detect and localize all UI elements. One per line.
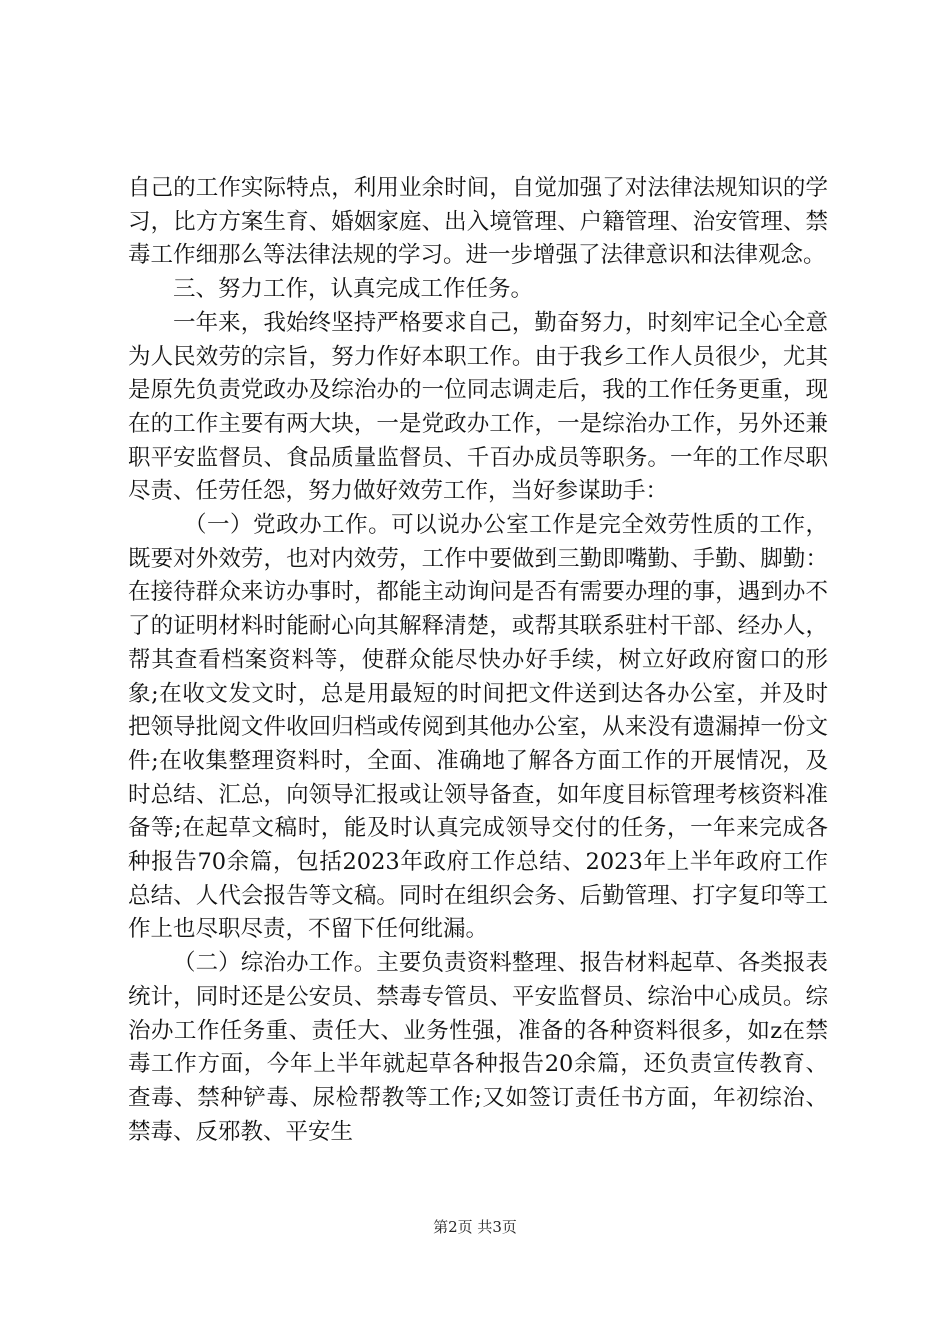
subsection-comprehensive-office: （二）综治办工作。主要负责资料整理、报告材料起草、各类报表统计，同时还是公安员、禁毒专管员、平安监督员、综治中心成员。综治办工作任务重、责任大、业务性强，准备的各种资料很多，如z在禁毒工作方面，今年上半年就起草各种报告20余篇，还负责宣传教育、查毒、禁种铲毒、尿检帮教等工作;又如签订责任书方面，年初综治、禁毒、反邪教、平安生 [128,950,828,1145]
paragraph-1: 自己的工作实际特点，利用业余时间，自觉加强了对法律法规知识的学习，比方方案生育、婚姻家庭、出入境管理、户籍管理、治安管理、禁毒工作细那么等法律法规的学习。进一步增强了法律意识和法律观念。 [128,175,828,269]
section-heading-3: 三、努力工作，认真完成工作任务。 [173,276,534,303]
paragraph-2: 一年来，我始终坚持严格要求自己，勤奋努力，时刻牢记全心全意为人民效劳的宗旨，努力作好本职工作。由于我乡工作人员很少，尤其是原先负责党政办及综治办的一位同志调走后，我的工作任务更重，现在的工作主要有两大块，一是党政办工作，一是综治办工作，另外还兼职平安监督员、食品质量监督员、千百办成员等职务。一年的工作尽职尽责、任劳任怨，努力做好效劳工作，当好参谋助手： [128,309,828,505]
subsection-party-office: （一）党政办工作。可以说办公室工作是完全效劳性质的工作，既要对外效劳，也对内效劳，工作中要做到三勤即嘴勤、手勤、脚勤：在接待群众来访办事时，都能主动询问是否有需要办理的事，遇到办不了的证明材料时能耐心向其解释清楚，或帮其联系驻村干部、经办人，帮其查看档案资料等，使群众能尽快办好手续，树立好政府窗口的形象;在收文发文时，总是用最短的时间把文件送到达各办公室，并及时把领导批阅文件收回归档或传阅到其他办公室，从来没有遗漏掉一份文件;在收集整理资料时，全面、准确地了解各方面工作的开展情况，及时总结、汇总，向领导汇报或让领导备查，如年度目标管理考核资料准备等;在起草文稿时，能及时认真完成领导交付的任务，一年来完成各种报告70余篇，包括2023年政府工作总结、2023年上半年政府工作总结、人代会报告等文稿。同时在组织会务、后勤管理、打字复印等工作上也尽职尽责，不留下任何纰漏。 [128,512,828,943]
body-text [128,172,828,1149]
page-number-footer: 第2页 共3页 [433,1218,517,1236]
